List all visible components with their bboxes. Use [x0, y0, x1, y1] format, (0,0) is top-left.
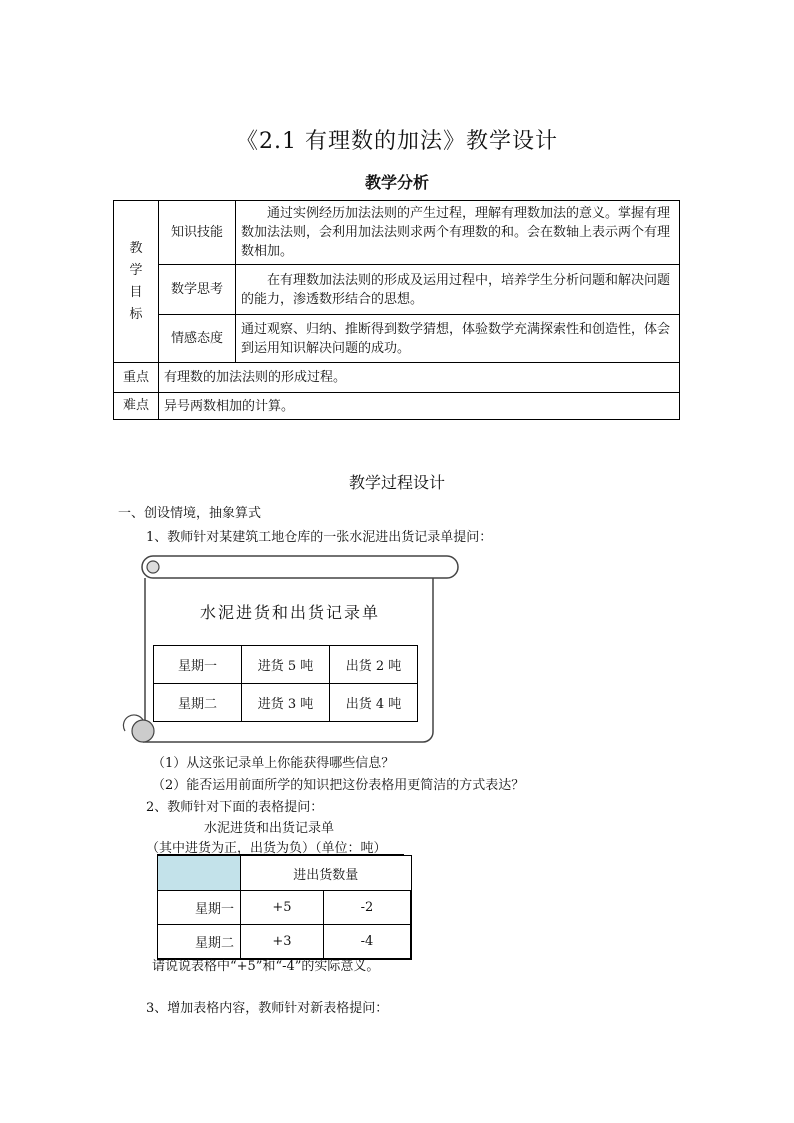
table2-note: （其中进货为正，出货为负）（单位：吨）	[146, 841, 387, 856]
process-heading: 教学过程设计	[348, 473, 445, 492]
table-cell: 星期二	[158, 925, 241, 960]
question-1: （1）从这张记录单上你能获得哪些信息？	[152, 756, 395, 771]
row-text-thinking: 在有理数加法法则的形成及运用过程中，培养学生分析问题和解决问题的能力，渗透数形结合的思想。	[236, 265, 680, 315]
table-cell: 进货 5 吨	[242, 646, 330, 684]
document-title: 《2.1 有理数的加法》教学设计	[236, 129, 558, 154]
row-label-knowledge: 知识技能	[159, 201, 236, 265]
table2-header: 进出货数量	[241, 856, 412, 891]
table-row	[154, 646, 418, 684]
table2-title: 水泥进货和出货记录单	[204, 821, 335, 836]
question-2: （2）能否运用前面所学的知识把这份表格用更简洁的方式表达？	[152, 778, 525, 793]
table-cell: +5	[241, 891, 324, 925]
table-cell: 星期一	[154, 646, 242, 684]
difficulty-label: 难点	[114, 393, 159, 420]
table-cell: -4	[324, 925, 412, 960]
goal-label: 教 学 目 标	[114, 201, 159, 363]
table-row	[158, 891, 412, 925]
difficulty-text: 异号两数相加的计算。	[159, 393, 680, 420]
row-text-attitude: 通过观察、归纳、推断得到数学猜想，体验数学充满探索性和创造性，体会到运用知识解决问题的成功。	[236, 315, 680, 363]
table-cell: +3	[241, 925, 324, 960]
table-cell: 星期二	[154, 684, 242, 722]
table-row	[158, 925, 412, 960]
table-cell: 进货 3 吨	[242, 684, 330, 722]
scroll-title: 水泥进货和出货记录单	[199, 603, 380, 622]
item-3: 3、增加表格内容，教师针对新表格提问：	[146, 1001, 389, 1016]
row-label-thinking: 数学思考	[159, 265, 236, 315]
table-cell: 星期一	[158, 891, 241, 925]
key-label: 重点	[114, 363, 159, 393]
analysis-heading: 教学分析	[364, 173, 429, 192]
item-1: 1、教师针对某建筑工地仓库的一张水泥进出货记录单提问：	[146, 530, 493, 545]
header-blank-cell	[158, 856, 241, 891]
key-text: 有理数的加法法则的形成过程。	[159, 363, 680, 393]
table-row	[158, 856, 412, 891]
quantity-table	[157, 855, 412, 960]
table-cell: 出货 2 吨	[330, 646, 418, 684]
table-cell: 出货 4 吨	[330, 684, 418, 722]
table-row	[154, 684, 418, 722]
prompt-text: 请说说表格中“+5”和“-4”的实际意义。	[152, 959, 380, 974]
row-text-knowledge: 通过实例经历加法法则的产生过程，理解有理数加法的意义。掌握有理数加法法则，会利用加法法则求两个有理数的和。会在数轴上表示两个有理数相加。	[236, 201, 680, 265]
scroll-table	[153, 645, 418, 722]
section-1: 一、创设情境，抽象算式	[118, 506, 262, 521]
table-cell: -2	[324, 891, 412, 925]
row-label-attitude: 情感态度	[159, 315, 236, 363]
analysis-table	[113, 200, 680, 420]
item-2: 2、教师针对下面的表格提问：	[146, 800, 324, 815]
